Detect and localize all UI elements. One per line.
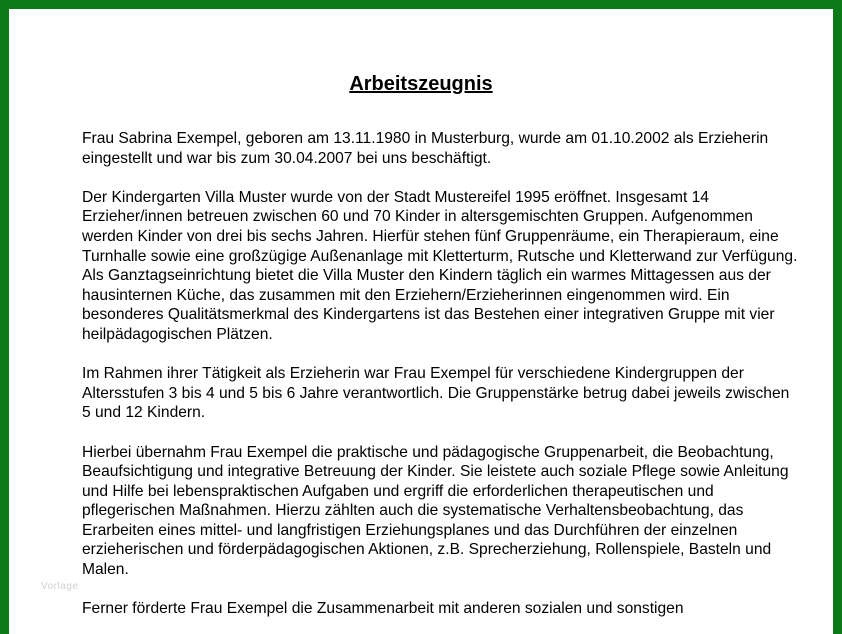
paragraph-kindergarten: Der Kindergarten Villa Muster wurde von der Stadt Mustereifel 1995 eröffnet. Insgesamt 14 Erzieher/innen betreuen zwischen 60 und 70 Kinder in altersgemischten Gruppen. Aufgenommen werden Kinder von drei bis sechs Jahren. Hierfür stehen fünf Gruppenräume, ein Therapieraum, eine Turnhalle sowie eine großzügige Außenanlage mit Kletterturm, Rutsche und Kletterwand zur Verfügung. Als Ganztagseinrichtung bietet die Villa Muster den Kindern täglich ein warmes Mittagessen aus der hausinternen Küche, das zusammen mit den Erziehern/Erzieherinnen eingenommen wird. Ein besonderes Qualitätsmerkmal des Kindergartens ist das Bestehen einer integrativen Gruppe mit vier heilpädagogischen Plätzen. bbox=[82, 188, 798, 343]
document-page bbox=[9, 9, 833, 634]
paragraph-responsibility: Im Rahmen ihrer Tätigkeit als Erzieherin war Frau Exempel für verschiedene Kindergruppen der Altersstufen 3 bis 4 und 5 bis 6 Jahre verantwortlich. Die Gruppenstärke betrug dabei jeweils zwischen 5 und 12 Kindern. bbox=[82, 365, 790, 422]
paragraph-tasks: Hierbei übernahm Frau Exempel die praktische und pädagogische Gruppenarbeit, die Beobachtung, Beaufsichtigung und integrative Betreuung der Kinder. Sie leistete auch soziale Pflege sowie Anleitung und Hilfe bei lebenspraktischen Aufgaben und ergriff die erforderlichen therapeutischen und pflegerischen Maßnahmen. Hierzu zählten auch die systematische Verhaltensbeobachtung, das Erarbeiten eines mittel- und langfristigen Erziehungsplanes und das Durchführen der einzelnen erzieherischen und förderpädagogischen Aktionen, z.B. Sprecherziehung, Rollenspiele, Basteln und Malen. bbox=[82, 443, 789, 579]
paragraph-cooperation: Ferner förderte Frau Exempel die Zusammenarbeit mit anderen sozialen und sonstigen bbox=[82, 600, 684, 618]
watermark: Vorlage bbox=[41, 581, 79, 592]
document-body bbox=[82, 129, 802, 634]
paragraph-employment: Frau Sabrina Exempel, geboren am 13.11.1980 in Musterburg, wurde am 01.10.2002 als Erzieherin eingestellt und war bis zum 30.04.2007 bei uns beschäftigt. bbox=[82, 130, 769, 167]
document-title: Arbeitszeugnis bbox=[349, 73, 493, 95]
